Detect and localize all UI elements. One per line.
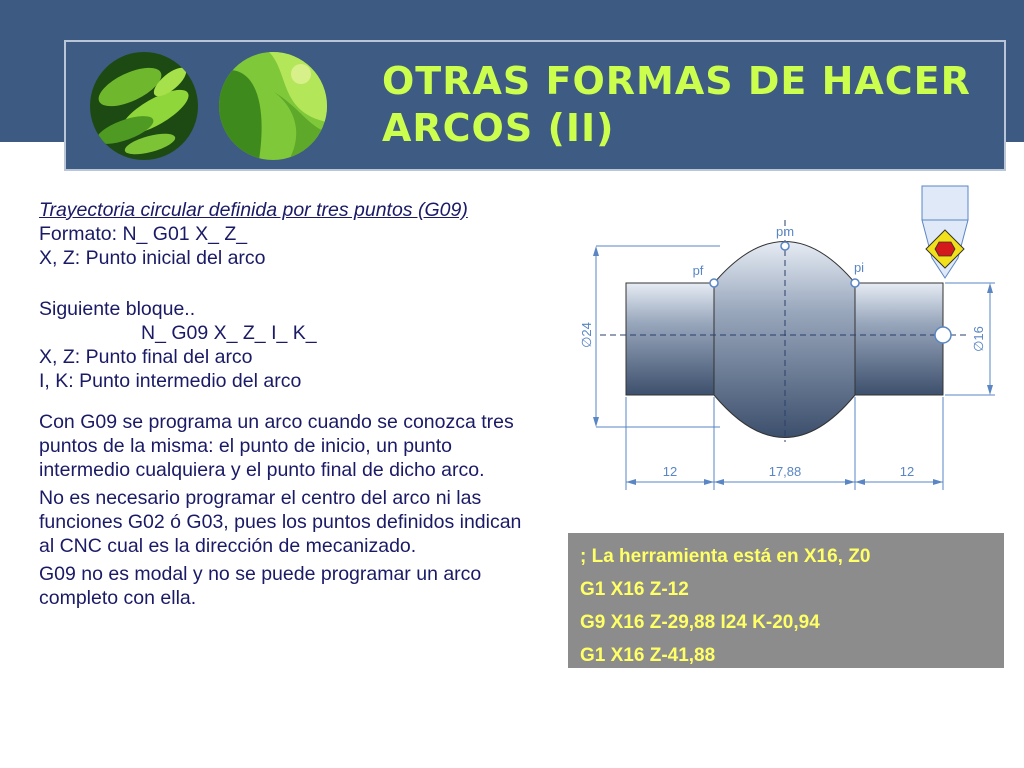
page-title [382,58,1002,152]
title-line-1: OTRAS FORMAS DE HACER [382,59,971,103]
point-pm [781,242,789,250]
xz-start-line: X, Z: Punto inicial del arco [39,247,266,269]
title-line-2: ARCOS (II) [382,106,615,150]
next-block-line: Siguiente bloque.. [39,298,196,320]
paragraph-1: Con G09 se programa un arco cuando se conozca tres puntos de la misma: el punto de inicio, un punto intermedio cualquiera y el punto final de dicho arco. [39,411,514,481]
code-line: G1 X16 Z-12 [580,579,689,600]
leaf-logo-right [219,52,327,160]
code-line: ; La herramienta está en X16, Z0 [580,546,871,567]
tool-start-point [935,327,951,343]
section-heading: Trayectoria circular definida por tres puntos (G09) [39,199,468,221]
code-line: G9 X16 Z-29,88 I24 K-20,94 [580,612,820,633]
xz-end-line: X, Z: Punto final del arco [39,346,253,368]
leaf-logo-left [90,52,198,160]
code-box [568,533,1004,668]
code-line: G1 X16 Z-41,88 [580,645,716,666]
formato-line [39,222,539,246]
paragraph-3: G09 no es modal y no se puede programar un arco completo con ella. [39,563,482,609]
dim-label-b: 17,88 [768,464,802,479]
point-pf [710,279,718,287]
cutting-tool-icon [922,186,968,278]
body-text [39,198,539,610]
g09-block-line: N_ G09 X_ Z_ I_ K_ [141,322,317,344]
ik-line: I, K: Punto intermedio del arco [39,370,302,392]
formato-code: : N_ G01 X_ Z_ [111,223,248,245]
paragraph-2: No es necesario programar el centro del arco ni las funciones G02 ó G03, pues los puntos definidos indican al CNC cual es la dirección de mecanizado. [39,487,522,557]
part-diagram [560,180,1010,500]
left-cylinder [626,283,714,395]
label-pi: pi [853,260,865,275]
point-pi [851,279,859,287]
label-pm: pm [775,224,795,239]
dim-label-a: 12 [662,464,678,479]
dim-label-c: 12 [899,464,915,479]
label-pf: pf [692,263,704,278]
formato-label: Formato [39,223,112,245]
right-cylinder [855,283,943,395]
dim-label-16: ∅16 [971,326,986,352]
dim-label-24: ∅24 [579,322,594,348]
